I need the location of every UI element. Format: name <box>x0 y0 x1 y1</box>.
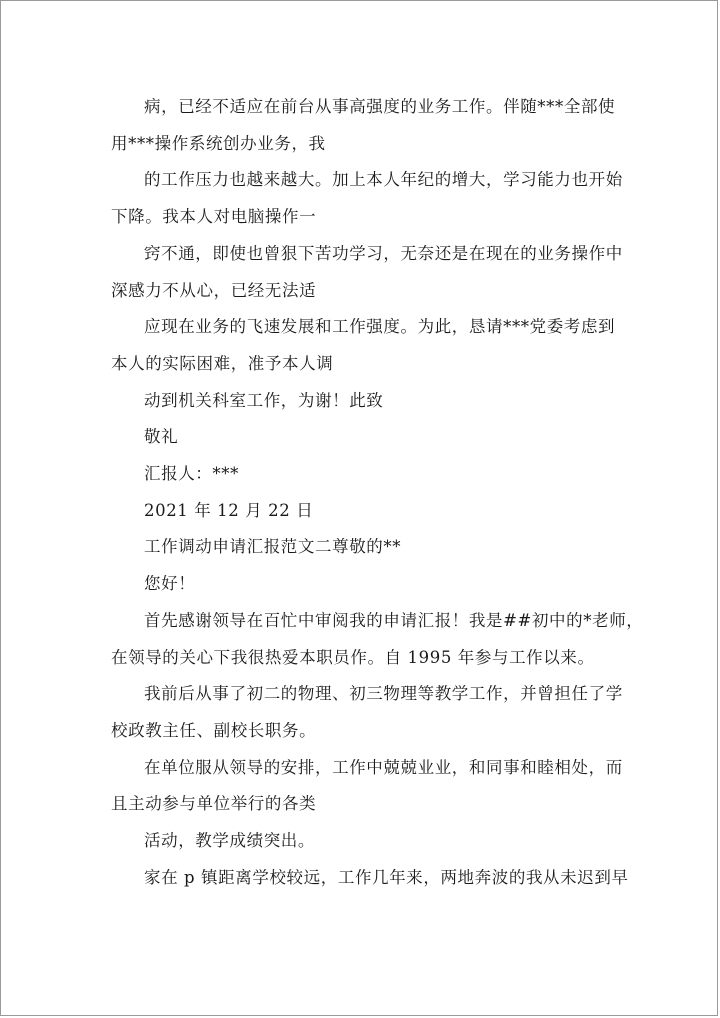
text-line: 校政教主任、副校长职务。 <box>111 720 317 740</box>
text-line: 窍不通，即使也曾狠下苦功学习，无奈还是在现在的业务操作中 <box>144 243 623 263</box>
closing-salutation: 敬礼 <box>144 427 179 447</box>
document-body <box>111 89 644 896</box>
text-line: 动到机关科室工作，为谢！此致 <box>144 390 384 410</box>
text-line: 下降。我本人对电脑操作一 <box>111 207 317 227</box>
text-line: 活动，教学成绩突出。 <box>144 831 315 851</box>
text-line: 家在 p 镇距离学校较远，工作几年来，两地奔波的我从未迟到早 <box>144 867 629 887</box>
text-line: 应现在业务的飞速发展和工作强度。为此，恳请***党委考虑到 <box>144 317 616 337</box>
text-line: 在单位服从领导的安排，工作中兢兢业业，和同事和睦相处，而 <box>144 757 623 777</box>
text-line: 在领导的关心下我很热爱本职员作。自 1995 年参与工作以来。 <box>111 647 595 667</box>
signature-line: 汇报人：*** <box>144 464 239 484</box>
greeting-line: 您好！ <box>144 574 196 594</box>
text-line: 用***操作系统创办业务，我 <box>111 133 326 153</box>
text-line: 本人的实际困难，准予本人调 <box>111 353 334 373</box>
text-line: 我前后从事了初二的物理、初三物理等教学工作，并曾担任了学 <box>144 684 623 704</box>
text-line: 且主动参与单位举行的各类 <box>111 794 317 814</box>
text-line: 的工作压力也越来越大。加上本人年纪的增大，学习能力也开始 <box>144 170 623 190</box>
text-line: 首先感谢领导在百忙中审阅我的申请汇报！我是##初中的*老师， <box>144 610 644 630</box>
text-line: 深感力不从心，已经无法适 <box>111 280 317 300</box>
date-line: 2021 年 12 月 22 日 <box>144 500 314 520</box>
section-heading: 工作调动申请汇报范文二尊敬的** <box>144 537 402 557</box>
text-line: 病，已经不适应在前台从事高强度的业务工作。伴随***全部使 <box>144 97 616 116</box>
